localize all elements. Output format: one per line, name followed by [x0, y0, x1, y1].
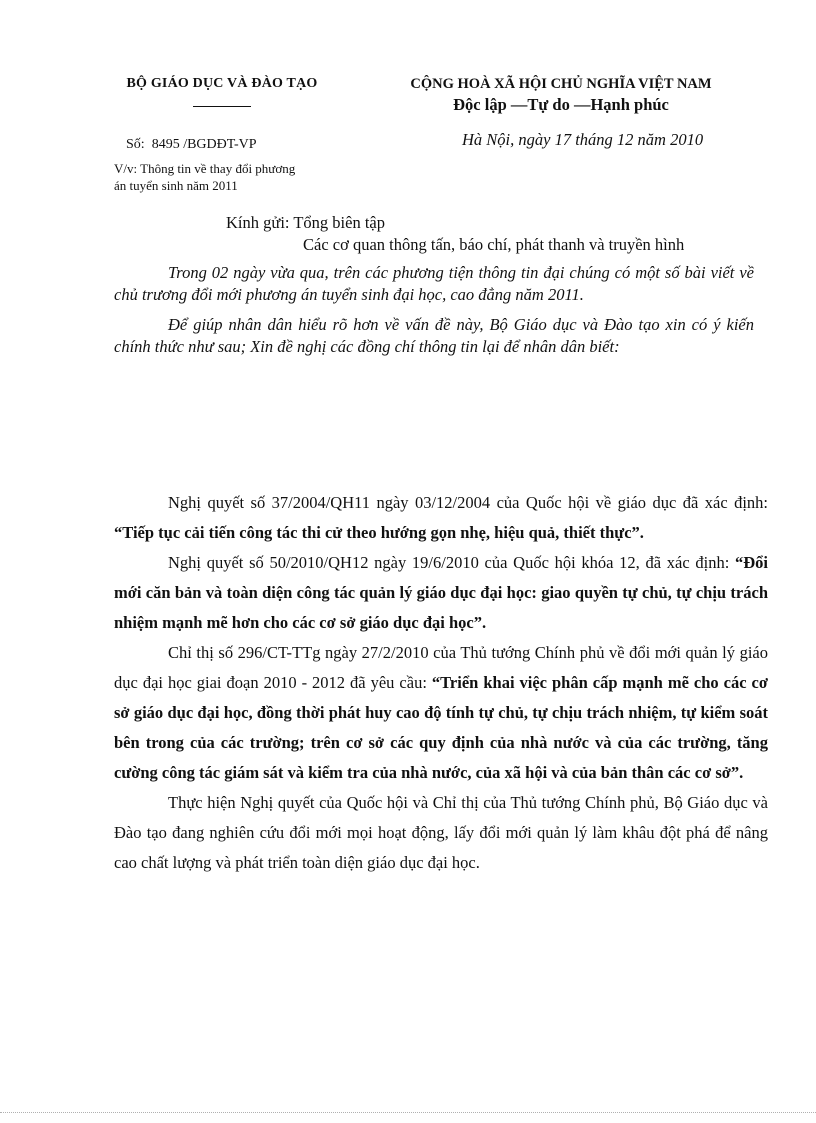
body-section: [114, 488, 768, 878]
body-paragraph-3: [114, 638, 768, 788]
subject-line-1: V/v: Thông tin về thay đổi phương: [114, 161, 296, 176]
issue-date: Hà Nội, ngày 17 tháng 12 năm 2010: [462, 130, 704, 149]
body-paragraph-2: [114, 548, 768, 638]
recipient-primary: Tổng biên tập: [293, 213, 385, 232]
agency-header: [112, 76, 332, 107]
intro-paragraph-1: Trong 02 ngày vừa qua, trên các phương tiện thông tin đại chúng có một số bài viết về chủ trương đổi mới phương án tuyển sinh đại học, cao đẳng năm 2011.: [114, 263, 754, 304]
recipient-label: Kính gửi:: [226, 213, 290, 232]
body-paragraph-4: Thực hiện Nghị quyết của Quốc hội và Chỉ thị của Thủ tướng Chính phủ, Bộ Giáo dục và Đào tạo đang nghiên cứu đổi mới mọi hoạt động, lấy đổi mới quản lý làm khâu đột phá để nâng cao chất lượng và phát triển toàn diện giáo dục đại học.: [114, 793, 768, 872]
number-code: /BGDĐT-VP: [183, 137, 257, 152]
subject-block: [114, 160, 364, 194]
intro-paragraph-2: Để giúp nhân dân hiểu rõ hơn về vấn đề này, Bộ Giáo dục và Đào tạo xin có ý kiến chính thức như sau; Xin đề nghị các đồng chí thông tin lại để nhân dân biết:: [114, 315, 754, 356]
national-motto: Độc lập —Tự do —Hạnh phúc: [453, 95, 669, 114]
recipients-block: [226, 212, 684, 256]
country-name: CỘNG HOÀ XÃ HỘI CHỦ NGHĨA VIỆT NAM: [410, 76, 712, 92]
page-bottom-divider: [0, 1112, 816, 1113]
body-paragraph-3-quote: “Triển khai việc phân cấp mạnh mẽ cho các cơ sở giáo dục đại học, đồng thời phát huy cao độ tính tự chủ, tự chịu trách nhiệm, tự kiểm soát bên trong của các trường; trên cơ sở các quy định của nhà nước và của các trường, tăng cường công tác giám sát và kiểm tra của nhà nước, của xã hội và của bản thân các cơ sở”.: [114, 673, 768, 782]
national-header: [396, 76, 726, 115]
body-paragraph-1: [114, 488, 768, 548]
recipient-secondary: Các cơ quan thông tấn, báo chí, phát thanh và truyền hình: [303, 235, 685, 254]
intro-section: [114, 262, 754, 366]
body-paragraph-1-text: Nghị quyết số 37/2004/QH11 ngày 03/12/2004 của Quốc hội về giáo dục đã xác định:: [168, 493, 768, 512]
body-paragraph-2-text: Nghị quyết số 50/2010/QH12 ngày 19/6/2010 của Quốc hội khóa 12, đã xác định:: [168, 553, 735, 572]
document-number: [126, 137, 257, 153]
subject-line-2: án tuyển sinh năm 2011: [114, 178, 238, 193]
number-value: 8495: [151, 137, 180, 152]
agency-underline: [193, 106, 251, 107]
body-paragraph-1-quote: “Tiếp tục cải tiến công tác thi cử theo hướng gọn nhẹ, hiệu quả, thiết thực”.: [114, 523, 644, 542]
agency-name: BỘ GIÁO DỤC VÀ ĐÀO TẠO: [126, 76, 318, 91]
body-paragraph-3-text: Chỉ thị số 296/CT-TTg ngày 27/2/2010 của Thủ tướng Chính phủ về đổi mới quản lý giáo dục đại học giai đoạn 2010 - 2012 đã yêu cầu:: [114, 643, 768, 692]
number-label: Số:: [126, 137, 145, 152]
body-paragraph-2-quote: “Đổi mới căn bản và toàn diện công tác quản lý giáo dục đại học: giao quyền tự chủ, tự chịu trách nhiệm mạnh mẽ hơn cho các cơ sở giáo dục đại học”.: [114, 553, 768, 632]
